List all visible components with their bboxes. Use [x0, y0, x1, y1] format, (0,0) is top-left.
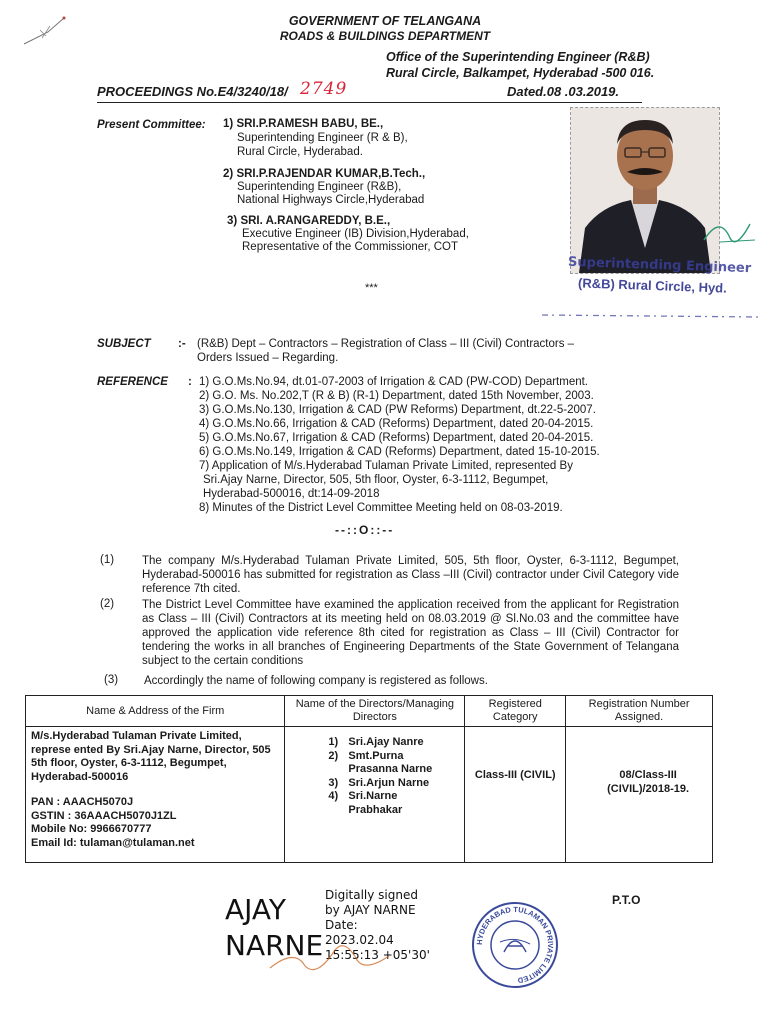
proceedings-date: Dated.08 .03.2019.	[507, 84, 620, 99]
office-line-2: Rural Circle, Balkampet, Hyderabad -500 016.	[386, 66, 655, 80]
reference-item: 3) G.O.Ms.No.130, Irrigation & CAD (PW Reforms) Department, dt.22-5-2007.	[199, 404, 596, 416]
paragraph-text: The District Level Committee have examined the application received from the applicant for Registration as Class – III (Civil) Contractors at its meeting held on 08.03.2019 @ Sl.No.03 and the committee have approved the application vide reference 8th cited for registration as Class – III (Civil) Contractor for tendering the works in all branches of Engineering Departments of the State Government of Telangana subject to the certain conditions	[142, 599, 679, 667]
list-item: 4) Sri.Narne Prabhakar	[328, 790, 403, 816]
member-name: SRI. A.RANGAREDDY, B.E.,	[240, 215, 391, 227]
section-stars: ***	[365, 282, 378, 294]
applicant-photo	[570, 107, 720, 274]
proceedings-line	[97, 79, 642, 103]
paragraph-text: Accordingly the name of following company is registered as follows.	[144, 675, 488, 687]
committee-member-3	[227, 215, 390, 229]
company-seal-icon	[470, 900, 560, 990]
subject-label: SUBJECT	[97, 338, 151, 350]
green-signature-mark	[700, 210, 760, 255]
reference-item: 8) Minutes of the District Level Committee Meeting held on 08-03-2019.	[199, 502, 563, 514]
reg-number-cell: 08/Class-III (CIVIL)/2018-19.	[566, 727, 713, 863]
reference-item: 2) G.O. Ms. No.202,T (R & B) (R-1) Department, dated 15th November, 2003.	[199, 390, 594, 402]
firm-pan: PAN : AAACH5070J	[31, 796, 134, 808]
paragraph-number: (3)	[104, 674, 119, 686]
list-item: 3) Sri.Arjun Narne	[328, 776, 430, 789]
subject-line-1: (R&B) Dept – Contractors – Registration of Class – III (Civil) Contractors –	[197, 338, 575, 350]
reference-item: 1) G.O.Ms.No.94, dt.01-07-2003 of Irrigation & CAD (PW-COD) Department.	[199, 376, 589, 388]
member-number: 2)	[223, 168, 234, 180]
subject-separator: :-	[178, 338, 186, 350]
member-number: 3)	[227, 215, 238, 227]
column-header: Name of the Directors/Managing Directors	[285, 696, 465, 727]
signer-name-line-1: AJAY	[225, 893, 287, 926]
firm-cell	[26, 727, 285, 863]
member-3-designation: Executive Engineer (IB) Division,Hyderabad,	[242, 228, 469, 240]
company-seal	[470, 900, 560, 990]
member-2-designation: Superintending Engineer (R&B),	[237, 181, 402, 193]
member-number: 1)	[223, 118, 234, 130]
registration-table	[25, 695, 713, 863]
signature-info-line: Digitally signed	[325, 888, 418, 902]
signature-info-line: by AJAY NARNE	[325, 903, 416, 917]
firm-mobile: Mobile No: 9966670777	[31, 823, 152, 835]
official-stamp-line-2: (R&B) Rural Circle, Hyd.	[577, 275, 728, 296]
column-header: Name & Address of the Firm	[26, 696, 285, 727]
paragraph-text: The company M/s.Hyderabad Tulaman Private Limited, 505, 5th floor, Oyster, 6-3-1112, Begumpet, Hyderabad-500016 has submitted for registration as Class –III (Civil) contractor under Civil Category vide reference 7th cited.	[142, 555, 679, 595]
list-item: 2) Smt.Purna Prasanna Narne	[328, 749, 433, 775]
directors-list	[290, 736, 459, 817]
column-header: Registration Number Assigned.	[566, 696, 713, 727]
paragraph-number: (1)	[100, 554, 115, 566]
handwritten-number: 2749	[300, 79, 348, 99]
firm-address: M/s.Hyderabad Tulaman Private Limited, represe ented By Sri.Ajay Narne, Director, 505 5th floor, Oyster, 6-3-1112, Begumpet, Hyderabad-500016	[31, 730, 271, 783]
reference-label: REFERENCE	[97, 376, 168, 388]
subject-line-2: Orders Issued – Regarding.	[197, 352, 339, 364]
committee-label: Present Committee:	[97, 119, 206, 131]
signer-name-line-2: NARNE	[225, 929, 324, 962]
member-1-designation: Superintending Engineer (R & B),	[237, 132, 408, 144]
firm-email: Email Id: tulaman@tulaman.net	[31, 836, 195, 849]
member-3-office: Representative of the Commissioner, COT	[242, 241, 459, 253]
govt-title: GOVERNMENT OF TELANGANA	[288, 14, 482, 28]
dept-title: ROADS & BUILDINGS DEPARTMENT	[279, 29, 491, 43]
signature-info-line: 2023.02.04	[325, 933, 394, 947]
table-header-row	[26, 696, 713, 727]
table-row	[26, 727, 713, 863]
handwritten-signature	[265, 938, 395, 978]
column-header: Registered Category	[465, 696, 566, 727]
proceedings-number: PROCEEDINGS No.E4/3240/18/	[97, 84, 288, 99]
paragraph-number: (2)	[100, 598, 115, 610]
person-portrait-image	[571, 108, 719, 273]
member-name: SRI.P.RAJENDAR KUMAR,B.Tech.,	[236, 168, 426, 180]
stamp-smudge-line	[540, 310, 765, 320]
signature-info-line: Date:	[325, 918, 358, 932]
member-1-office: Rural Circle, Hyderabad.	[237, 146, 363, 158]
committee-member-2	[223, 168, 425, 182]
committee-member-1	[223, 118, 383, 132]
member-name: SRI.P.RAMESH BABU, BE.,	[236, 118, 384, 130]
reference-item: Sri.Ajay Narne, Director, 505, 5th floor, Oyster, 6-3-1112, Begumpet,	[203, 474, 549, 486]
section-separator: --::O::--	[335, 523, 395, 537]
reference-item: 5) G.O.Ms.No.67, Irrigation & CAD (Reforms) Department, dated 20-04-2015.	[199, 432, 594, 444]
svg-text:HYDERABAD TULAMAN PRIVATE LIMI: HYDERABAD TULAMAN PRIVATE LIMITED	[474, 904, 556, 985]
official-stamp-line-1: Superintending Engineer	[567, 254, 752, 277]
reference-item: 6) G.O.Ms.No.149, Irrigation & CAD (Reforms) Department, dated 15-10-2015.	[199, 446, 600, 458]
page-turn-over: P.T.O	[612, 893, 641, 907]
signature-info-line: 15:55:13 +05'30'	[325, 948, 430, 962]
office-line-1: Office of the Superintending Engineer (R&B)	[386, 50, 650, 64]
reference-item: Hyderabad-500016, dt:14-09-2018	[203, 488, 380, 500]
reference-item: 7) Application of M/s.Hyderabad Tulaman Private Limited, represented By	[199, 460, 573, 472]
member-2-office: National Highways Circle,Hyderabad	[237, 194, 425, 206]
directors-cell	[285, 727, 465, 863]
category-cell: Class-III (CIVIL)	[465, 727, 566, 863]
reference-item: 4) G.O.Ms.No.66, Irrigation & CAD (Reforms) Department, dated 20-04-2015.	[199, 418, 594, 430]
list-item: 1) Sri.Ajay Nanre	[328, 736, 424, 748]
firm-gstin: GSTIN : 36AAACH5070J1ZL	[31, 809, 177, 822]
reference-separator: :	[188, 376, 192, 388]
corner-pen-mark	[20, 12, 70, 47]
